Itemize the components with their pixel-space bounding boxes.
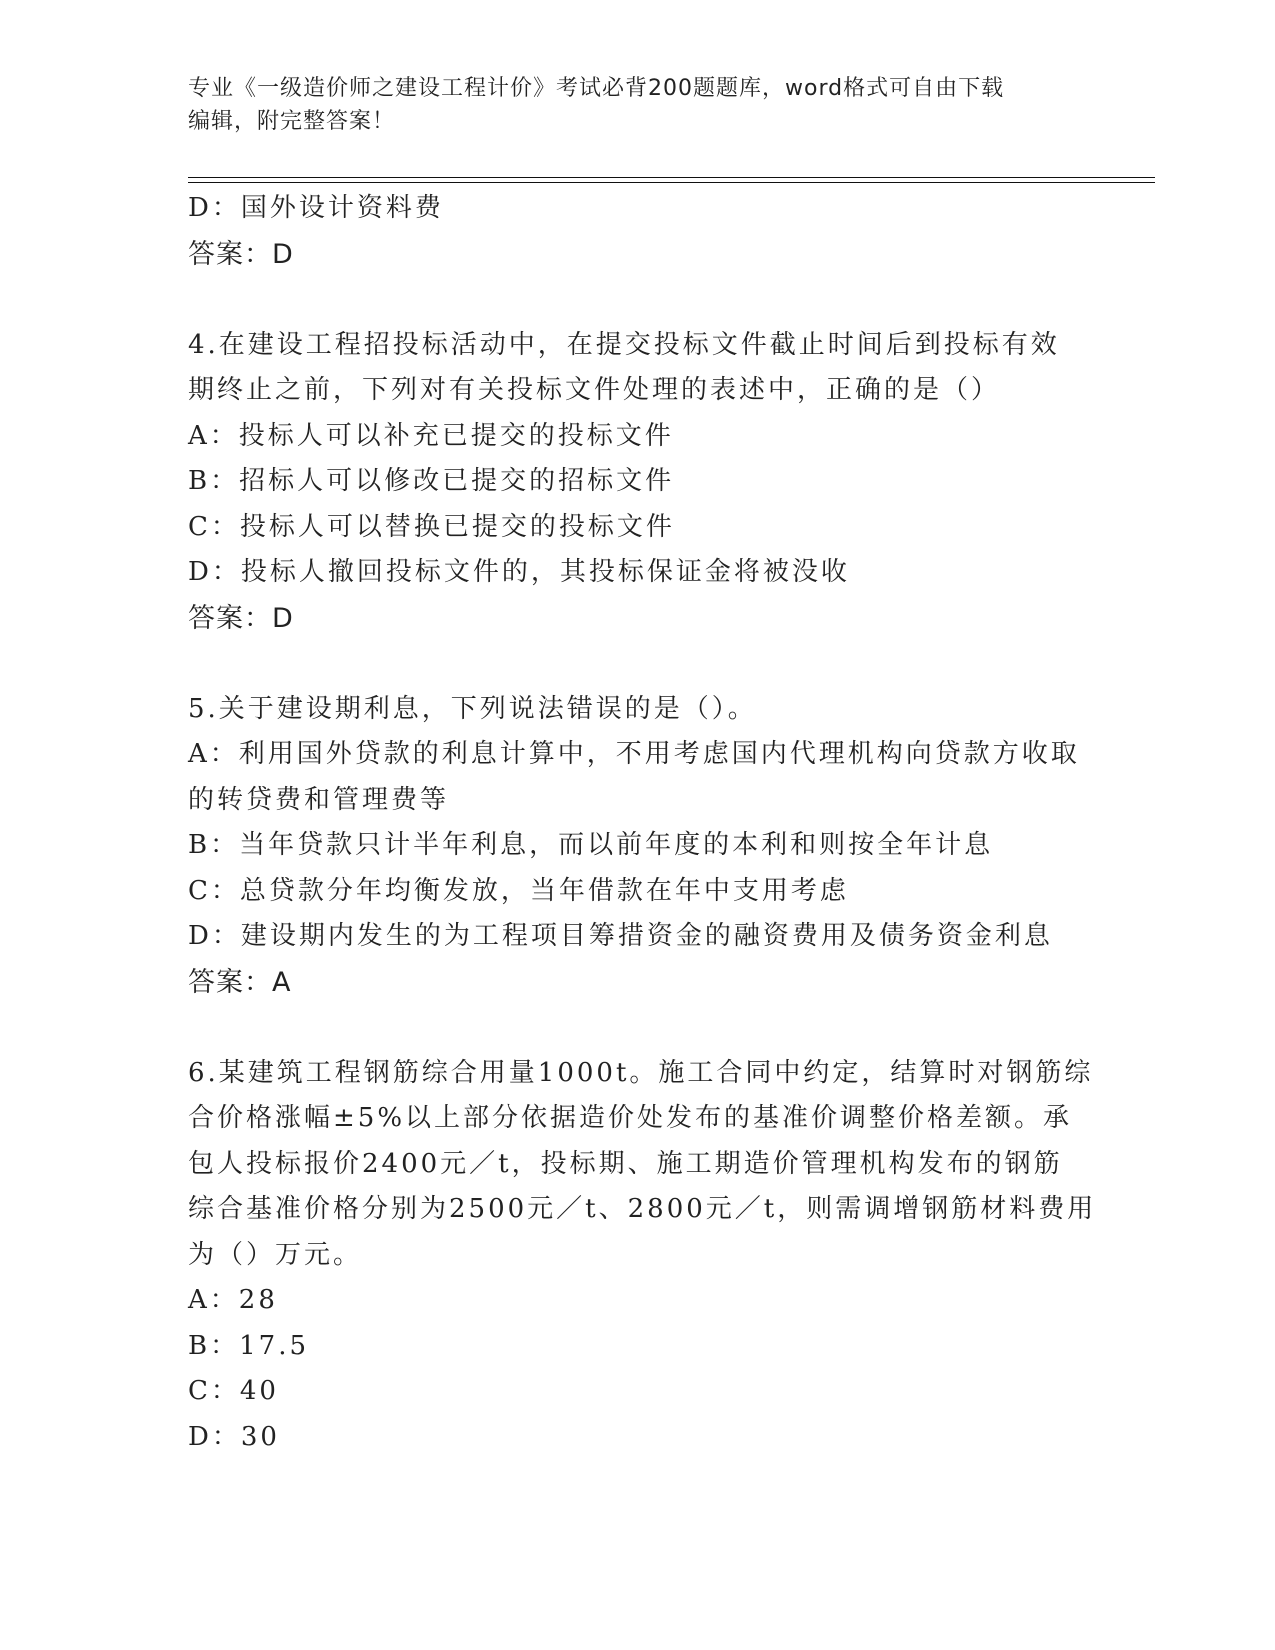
option-a: A：28: [188, 1285, 278, 1315]
answer-line: 答案：D: [188, 238, 294, 270]
question-5: [188, 687, 1088, 1006]
option-a: A：利用国外贷款的利息计算中，不用考虑国内代理机构向贷款方收取: [188, 739, 1080, 769]
question-stem-line: 4.在建设工程招投标活动中，在提交投标文件截止时间后到投标有效: [188, 329, 1060, 360]
option-c: C：投标人可以替换已提交的投标文件: [188, 511, 675, 542]
option-d: D：30: [188, 1421, 280, 1452]
spacer: [188, 277, 1088, 323]
question-3-tail: [188, 186, 1088, 277]
header-title-line-1: 专业《一级造价师之建设工程计价》考试必背200题题库，word格式可自由下载: [188, 76, 1005, 101]
question-stem-line: 综合基准价格分别为2500元／t、2800元／t，则需调增钢筋材料费用: [188, 1194, 1097, 1224]
option-d: D：国外设计资料费: [188, 193, 444, 223]
option-a: A：投标人可以补充已提交的投标文件: [188, 420, 674, 451]
spacer: [188, 641, 1088, 687]
spacer: [188, 1005, 1088, 1051]
question-6: [188, 1051, 1097, 1461]
option-d: D：建设期内发生的为工程项目筹措资金的融资费用及债务资金利息: [188, 921, 1053, 951]
page-header: [188, 72, 1088, 138]
option-b: B：当年贷款只计半年利息，而以前年度的本利和则按全年计息: [188, 830, 994, 860]
question-stem-line: 包人投标报价2400元／t，投标期、施工期造价管理机构发布的钢筋: [188, 1148, 1063, 1179]
question-stem-line: 合价格涨幅±5%以上部分依据造价处发布的基准价调整价格差额。承: [188, 1103, 1073, 1133]
question-list: [188, 186, 1097, 1460]
answer-line: 答案：A: [188, 966, 292, 998]
question-4: [188, 323, 1088, 642]
option-a-continuation: 的转贷费和管理费等: [188, 784, 450, 815]
question-stem-line: 6.某建筑工程钢筋综合用量1000t。施工合同中约定，结算时对钢筋综: [188, 1057, 1094, 1088]
answer-line: 答案：D: [188, 602, 294, 634]
option-d: D：投标人撤回投标文件的，其投标保证金将被没收: [188, 557, 850, 587]
header-rule-bottom: [188, 182, 1155, 183]
question-stem-line: 期终止之前，下列对有关投标文件处理的表述中，正确的是（）: [188, 375, 1001, 405]
header-rule-top: [188, 177, 1155, 178]
option-c: C：总贷款分年均衡发放，当年借款在年中支用考虑: [188, 875, 849, 906]
option-b: B：17.5: [188, 1330, 309, 1361]
header-title-line-2: 编辑，附完整答案！: [188, 109, 396, 134]
option-c: C：40: [188, 1376, 279, 1406]
question-stem-line: 5.关于建设期利息，下列说法错误的是（）。: [188, 693, 757, 724]
option-b: B：招标人可以修改已提交的招标文件: [188, 466, 675, 496]
question-stem-line: 为（）万元。: [188, 1239, 363, 1270]
